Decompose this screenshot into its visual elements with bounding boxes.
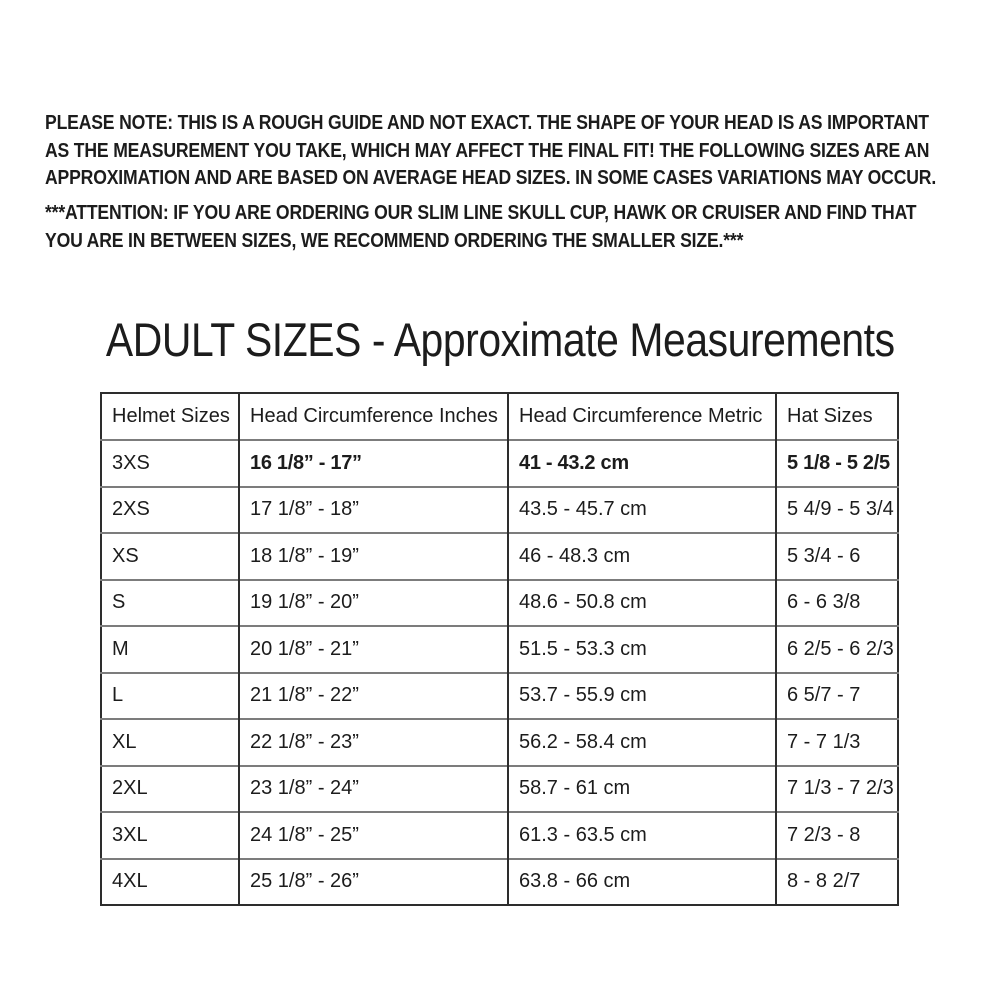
metric-cell: 41 - 43.2 cm (508, 440, 776, 487)
helmet-size-cell: M (101, 626, 239, 673)
hat-size-cell: 7 - 7 1/3 (776, 719, 898, 766)
metric-cell: 43.5 - 45.7 cm (508, 487, 776, 534)
metric-cell: 56.2 - 58.4 cm (508, 719, 776, 766)
table-row-xl (101, 719, 898, 766)
table-row-3xs (101, 440, 898, 487)
inches-cell: 20 1/8” - 21” (239, 626, 508, 673)
table-row-s (101, 580, 898, 627)
please-note-paragraph (45, 110, 1000, 193)
inches-cell: 25 1/8” - 26” (239, 859, 508, 906)
metric-cell: 51.5 - 53.3 cm (508, 626, 776, 673)
note-line-1: PLEASE NOTE: THIS IS A ROUGH GUIDE AND NOT EXACT. THE SHAPE OF YOUR HEAD IS AS IMPORTANT (45, 112, 929, 134)
hat-size-cell: 5 3/4 - 6 (776, 533, 898, 580)
adult-sizes-table (100, 392, 899, 906)
table-row-3xl (101, 812, 898, 859)
hat-size-cell: 6 5/7 - 7 (776, 673, 898, 720)
metric-cell: 53.7 - 55.9 cm (508, 673, 776, 720)
inches-cell: 16 1/8” - 17” (239, 440, 508, 487)
metric-cell: 46 - 48.3 cm (508, 533, 776, 580)
note-line-3: APPROXIMATION AND ARE BASED ON AVERAGE HEAD SIZES. IN SOME CASES VARIATIONS MAY OCCUR. (45, 167, 937, 189)
hat-size-cell: 7 1/3 - 7 2/3 (776, 766, 898, 813)
table-row-m (101, 626, 898, 673)
metric-cell: 63.8 - 66 cm (508, 859, 776, 906)
table-row-2xs (101, 487, 898, 534)
column-header-helmet-sizes: Helmet Sizes (112, 405, 230, 427)
metric-cell: 48.6 - 50.8 cm (508, 580, 776, 627)
helmet-size-cell: S (101, 580, 239, 627)
hat-size-cell: 6 - 6 3/8 (776, 580, 898, 627)
helmet-size-cell: XL (101, 719, 239, 766)
attention-line-2: YOU ARE IN BETWEEN SIZES, WE RECOMMEND ORDERING THE SMALLER SIZE.*** (45, 229, 744, 252)
hat-size-cell: 8 - 8 2/7 (776, 859, 898, 906)
inches-cell: 22 1/8” - 23” (239, 719, 508, 766)
note-line-2: AS THE MEASUREMENT YOU TAKE, WHICH MAY AFFECT THE FINAL FIT! THE FOLLOWING SIZES ARE AN (45, 139, 930, 162)
page-title (0, 312, 1000, 367)
inches-cell: 24 1/8” - 25” (239, 812, 508, 859)
inches-cell: 18 1/8” - 19” (239, 533, 508, 580)
helmet-size-cell: 4XL (101, 859, 239, 906)
column-header-hat-sizes: Hat Sizes (776, 393, 898, 440)
table-row-2xl (101, 766, 898, 813)
helmet-size-cell: 3XS (101, 440, 239, 487)
hat-size-cell: 7 2/3 - 8 (776, 812, 898, 859)
inches-cell: 17 1/8” - 18” (239, 487, 508, 534)
hat-size-cell: 6 2/5 - 6 2/3 (776, 626, 898, 673)
helmet-size-cell: 2XS (101, 487, 239, 534)
column-header-circumference-metric: Head Circumference Metric (508, 393, 776, 440)
helmet-size-cell: 2XL (101, 766, 239, 813)
helmet-size-cell: L (101, 673, 239, 720)
inches-cell: 21 1/8” - 22” (239, 673, 508, 720)
helmet-size-cell: XS (101, 533, 239, 580)
metric-cell: 58.7 - 61 cm (508, 766, 776, 813)
metric-cell: 61.3 - 63.5 cm (508, 812, 776, 859)
table-row-xs (101, 533, 898, 580)
inches-cell: 23 1/8” - 24” (239, 766, 508, 813)
table-row-l (101, 673, 898, 720)
helmet-size-cell: 3XL (101, 812, 239, 859)
hat-size-cell: 5 4/9 - 5 3/4 (776, 487, 898, 534)
table-header-row (101, 393, 898, 440)
attention-paragraph (45, 200, 1000, 255)
column-header-circumference-inches: Head Circumference Inches (239, 393, 508, 440)
inches-cell: 19 1/8” - 20” (239, 580, 508, 627)
attention-line-1: ***ATTENTION: IF YOU ARE ORDERING OUR SLIM LINE SKULL CUP, HAWK OR CRUISER AND FIND THAT (45, 202, 917, 224)
page-title-text: ADULT SIZES - Approximate Measurements (105, 313, 895, 366)
hat-size-cell: 5 1/8 - 5 2/5 (776, 440, 898, 487)
table-row-4xl (101, 859, 898, 906)
